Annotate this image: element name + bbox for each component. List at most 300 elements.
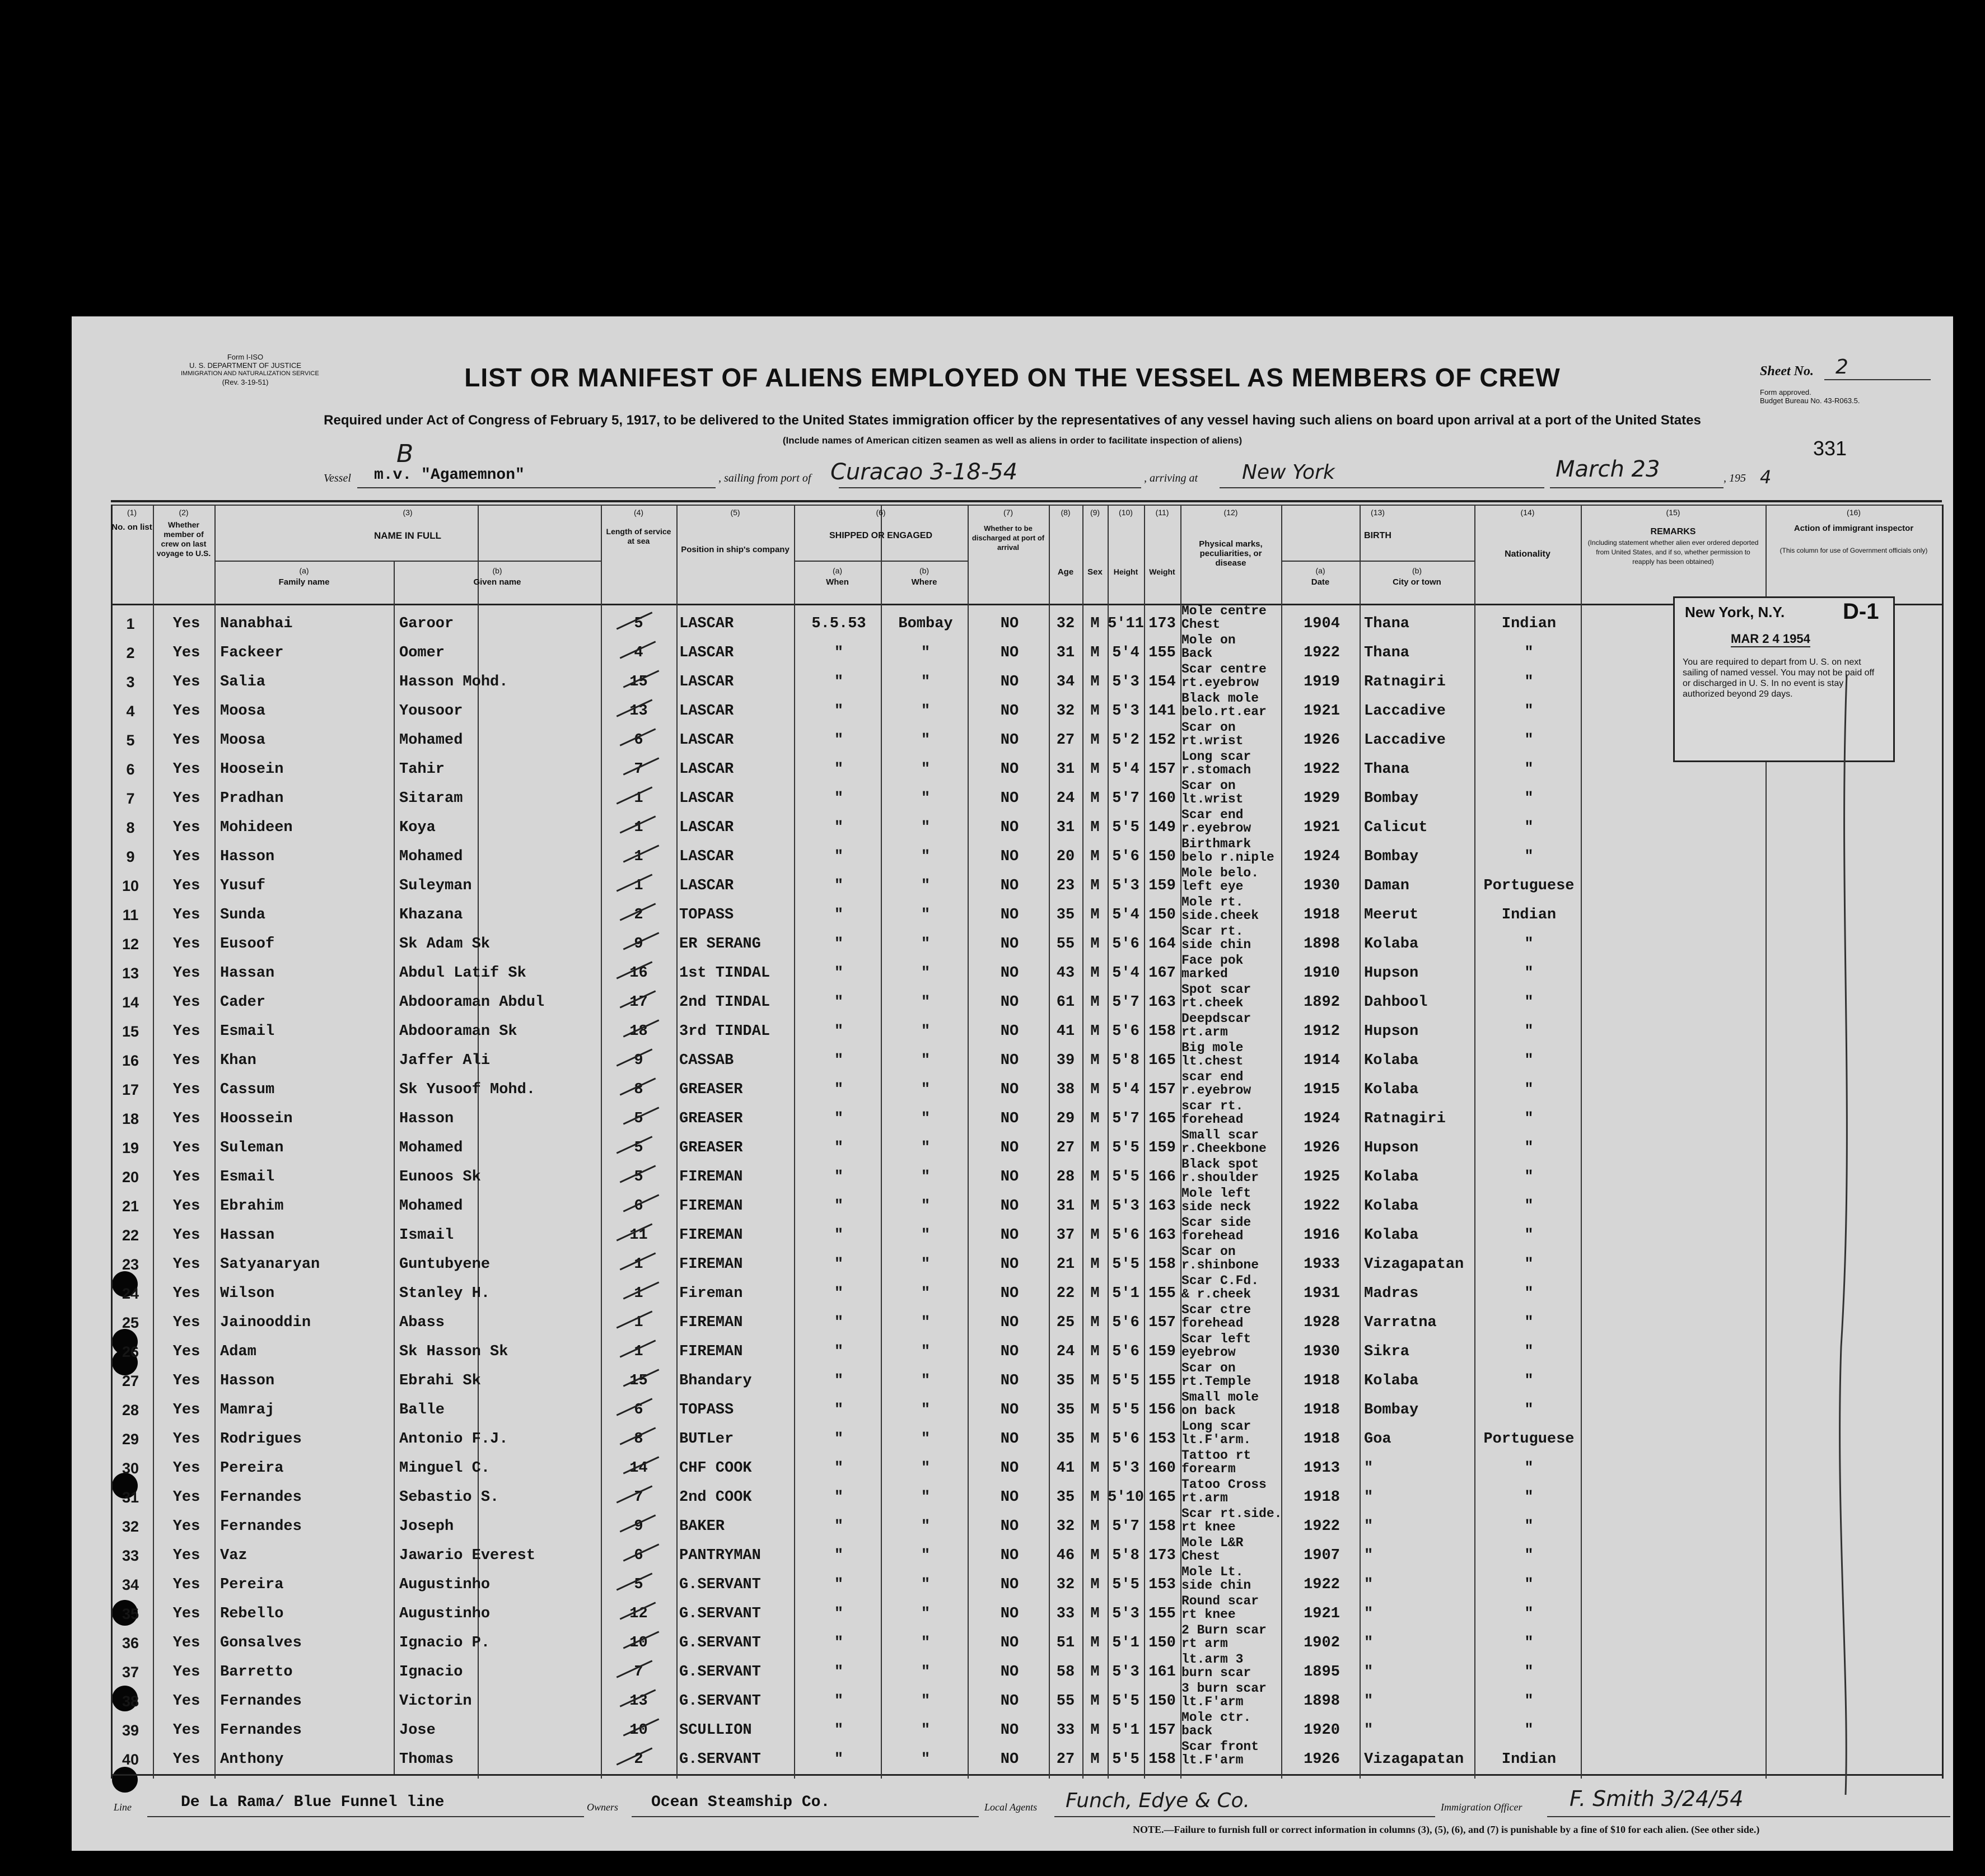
- discharge: NO: [1000, 878, 1019, 894]
- prev-voyage: Yes: [172, 848, 200, 865]
- row-number: 32: [122, 1518, 139, 1535]
- service-name: IMMIGRATION AND NATURALIZATION SERVICE: [181, 370, 319, 377]
- physical-marks-line2: lt.wrist: [1181, 792, 1244, 806]
- nationality: ": [1524, 1547, 1534, 1564]
- sex: M: [1090, 1489, 1100, 1506]
- nationality: ": [1524, 1664, 1534, 1681]
- discharge: NO: [1000, 1052, 1019, 1069]
- discharge: NO: [1000, 1256, 1019, 1273]
- header-sex: Sex: [1087, 567, 1103, 577]
- nationality: ": [1524, 994, 1534, 1011]
- prev-voyage: Yes: [172, 674, 200, 690]
- nationality: ": [1524, 1489, 1534, 1506]
- stamp-place: New York, N.Y.: [1685, 604, 1785, 620]
- table-row: [111, 1332, 1942, 1365]
- header-height: Height: [1113, 567, 1138, 576]
- physical-marks-line1: Mole centre: [1181, 604, 1267, 618]
- page-title: LIST OR MANIFEST OF ALIENS EMPLOYED ON THE VESSEL AS MEMBERS OF CREW: [464, 363, 1561, 392]
- nationality: Portuguese: [1483, 878, 1575, 894]
- physical-marks-line2: side neck: [1181, 1200, 1251, 1214]
- header-c14-num: (14): [1520, 508, 1535, 517]
- line-value: De La Rama/ Blue Funnel line: [181, 1794, 445, 1811]
- age: 55: [1056, 936, 1075, 953]
- physical-marks-line2: rt knee: [1181, 1607, 1236, 1622]
- discharge: NO: [1000, 994, 1019, 1011]
- physical-marks-line1: scar rt.: [1181, 1099, 1244, 1113]
- family-name: Hoosein: [220, 761, 284, 778]
- service-length: 5: [634, 1140, 643, 1156]
- shipped-where: ": [921, 1547, 931, 1564]
- shipped-where: ": [921, 848, 931, 865]
- given-name: Thomas: [399, 1751, 454, 1768]
- birth-city: Kolaba: [1364, 1081, 1419, 1098]
- service-length: 13: [629, 1693, 648, 1710]
- physical-marks-line1: Black spot: [1181, 1157, 1259, 1172]
- age: 24: [1056, 1343, 1075, 1360]
- row-number: 26: [122, 1343, 139, 1360]
- birth-date: 1921: [1304, 819, 1340, 836]
- birth-date: 1918: [1304, 1373, 1340, 1389]
- physical-marks-line1: Scar on: [1181, 720, 1236, 735]
- sex: M: [1090, 1606, 1100, 1622]
- birth-city: Meerut: [1364, 907, 1419, 923]
- birth-city: Kolaba: [1364, 1227, 1419, 1244]
- height: 5'5: [1112, 1402, 1139, 1418]
- nationality: Indian: [1501, 1751, 1557, 1768]
- age: 32: [1056, 1518, 1075, 1535]
- family-name: Barretto: [220, 1664, 293, 1681]
- sheet-number: 2: [1835, 356, 1848, 379]
- physical-marks-line1: Scar rt.side.: [1181, 1506, 1282, 1521]
- height: 5'2: [1112, 732, 1139, 749]
- age: 32: [1056, 1576, 1075, 1593]
- header-family-name: Family name: [278, 577, 330, 587]
- service-length: 11: [629, 1227, 648, 1244]
- table-row: [111, 1303, 1942, 1336]
- row-number: 10: [122, 878, 139, 894]
- table-row: [111, 1506, 1942, 1539]
- table-row: [111, 1273, 1942, 1306]
- birth-city: ": [1364, 1518, 1374, 1535]
- position: TOPASS: [679, 1402, 734, 1418]
- physical-marks-line2: rt.Temple: [1181, 1374, 1251, 1389]
- arrival-port: New York: [1242, 461, 1335, 484]
- shipped-where: ": [921, 1256, 931, 1273]
- table-row: [111, 982, 1942, 1015]
- given-name: Ebrahi Sk: [399, 1373, 481, 1389]
- table-row: [111, 1215, 1942, 1248]
- shipped-when: ": [834, 994, 844, 1011]
- weight: 154: [1148, 674, 1176, 690]
- shipped-when: ": [834, 965, 844, 982]
- weight: 166: [1148, 1169, 1176, 1186]
- shipped-where: ": [921, 1693, 931, 1710]
- service-length: 5: [634, 1576, 643, 1593]
- position: LASCAR: [679, 848, 734, 865]
- service-length: 13: [629, 703, 648, 720]
- height: 5'3: [1112, 1606, 1139, 1622]
- birth-date: 1926: [1304, 1140, 1340, 1156]
- sex: M: [1090, 994, 1100, 1011]
- table-row: [111, 1390, 1942, 1423]
- weight: 163: [1148, 1198, 1176, 1215]
- physical-marks-line1: Mole rt.: [1181, 895, 1244, 909]
- family-name: Adam: [220, 1343, 256, 1360]
- physical-marks-line1: Mole L&R: [1181, 1536, 1244, 1550]
- row-number: 40: [122, 1751, 139, 1768]
- table-row: [111, 1652, 1942, 1685]
- given-name: Sk Hasson Sk: [399, 1343, 508, 1360]
- position: G.SERVANT: [679, 1664, 761, 1681]
- family-name: Moosa: [220, 703, 266, 720]
- birth-city: Sikra: [1364, 1343, 1410, 1360]
- shipped-when: ": [834, 703, 844, 720]
- birth-date: 1924: [1304, 1110, 1340, 1127]
- weight: 150: [1148, 848, 1176, 865]
- shipped-where: ": [921, 878, 931, 894]
- family-name: Vaz: [220, 1547, 247, 1564]
- physical-marks-line2: burn scar: [1181, 1665, 1251, 1680]
- table-row: [111, 1128, 1942, 1161]
- weight: 173: [1148, 615, 1176, 632]
- row-number: 27: [122, 1373, 139, 1389]
- height: 5'10: [1108, 1489, 1144, 1506]
- shipped-when: ": [834, 878, 844, 894]
- age: 27: [1056, 732, 1075, 749]
- nationality: ": [1524, 1227, 1534, 1244]
- shipped-when: ": [834, 761, 844, 778]
- birth-city: ": [1364, 1576, 1374, 1593]
- header-c16-num: (16): [1847, 508, 1861, 517]
- age: 29: [1056, 1110, 1075, 1127]
- physical-marks-line2: lt.F'arm.: [1181, 1432, 1251, 1447]
- discharge: NO: [1000, 1110, 1019, 1127]
- height: 5'8: [1112, 1547, 1139, 1564]
- header-city-b: (b): [1412, 566, 1422, 575]
- family-name: Pradhan: [220, 790, 284, 807]
- sex: M: [1090, 1140, 1100, 1156]
- nationality: ": [1524, 645, 1534, 661]
- weight: 150: [1148, 907, 1176, 923]
- row-number: 4: [126, 703, 135, 720]
- nationality: ": [1524, 1460, 1534, 1477]
- row-number: 6: [126, 761, 135, 778]
- weight: 158: [1148, 1751, 1176, 1768]
- row-number: 29: [122, 1431, 139, 1448]
- age: 34: [1056, 674, 1075, 690]
- header-given-name: Given name: [473, 577, 521, 587]
- shipped-where: ": [921, 790, 931, 807]
- service-length: 7: [634, 1664, 643, 1681]
- prev-voyage: Yes: [172, 1431, 200, 1448]
- service-length: 8: [634, 1081, 643, 1098]
- family-name: Mamraj: [220, 1402, 275, 1418]
- height: 5'1: [1112, 1722, 1139, 1739]
- family-name: Esmail: [220, 1023, 275, 1040]
- nationality: Portuguese: [1483, 1431, 1575, 1448]
- birth-city: Kolaba: [1364, 1198, 1419, 1215]
- birth-city: Bombay: [1364, 1402, 1419, 1418]
- weight: 160: [1148, 1460, 1176, 1477]
- family-name: Nanabhai: [220, 615, 293, 632]
- table-row: [111, 691, 1942, 724]
- birth-city: Hupson: [1364, 1140, 1419, 1156]
- physical-marks-line1: Scar ctre: [1181, 1303, 1251, 1317]
- age: 33: [1056, 1606, 1075, 1622]
- vessel-annotation: B: [396, 440, 414, 468]
- given-name: Abass: [399, 1314, 445, 1331]
- sex: M: [1090, 1343, 1100, 1360]
- header-c5-num: (5): [730, 508, 740, 517]
- height: 5'1: [1112, 1285, 1139, 1302]
- physical-marks-line2: r.shoulder: [1181, 1170, 1259, 1185]
- sex: M: [1090, 1198, 1100, 1215]
- birth-date: 1922: [1304, 1198, 1340, 1215]
- discharge: NO: [1000, 790, 1019, 807]
- shipped-when: ": [834, 1343, 844, 1360]
- family-name: Anthony: [220, 1751, 284, 1768]
- nationality: ": [1524, 1373, 1534, 1389]
- height: 5'6: [1112, 848, 1139, 865]
- shipped-when: ": [834, 1431, 844, 1448]
- table-row: [111, 1011, 1942, 1044]
- header-position: Position in ship's company: [681, 545, 790, 554]
- birth-city: Hupson: [1364, 965, 1419, 982]
- physical-marks-line1: Face pok: [1181, 953, 1244, 968]
- service-length: 7: [634, 1489, 643, 1506]
- nationality: ": [1524, 1169, 1534, 1186]
- family-name: Moosa: [220, 732, 266, 749]
- discharge: NO: [1000, 1081, 1019, 1098]
- height: 5'7: [1112, 1110, 1139, 1127]
- birth-date: 1910: [1304, 965, 1340, 982]
- height: 5'5: [1112, 1256, 1139, 1273]
- physical-marks-line2: lt.F'arm: [1181, 1753, 1244, 1767]
- height: 5'5: [1112, 1751, 1139, 1768]
- position: LASCAR: [679, 819, 734, 836]
- prev-voyage: Yes: [172, 994, 200, 1011]
- discharge: NO: [1000, 615, 1019, 632]
- shipped-when: ": [834, 790, 844, 807]
- prev-voyage: Yes: [172, 1052, 200, 1069]
- given-name: Ignacio P.: [399, 1635, 491, 1651]
- height: 5'5: [1112, 819, 1139, 836]
- birth-city: Laccadive: [1364, 703, 1446, 720]
- weight: 165: [1148, 1052, 1176, 1069]
- header-marks: Physical marks, peculiarities, or disease: [1199, 539, 1263, 568]
- service-length: 10: [629, 1722, 648, 1739]
- shipped-where: ": [921, 1402, 931, 1418]
- table-row: [111, 808, 1942, 841]
- prev-voyage: Yes: [172, 819, 200, 836]
- age: 41: [1056, 1460, 1075, 1477]
- given-name: Mohamed: [399, 732, 463, 749]
- given-name: Mohamed: [399, 848, 463, 865]
- height: 5'4: [1112, 761, 1139, 778]
- height: 5'3: [1112, 1664, 1139, 1681]
- birth-city: Varratna: [1364, 1314, 1437, 1331]
- weight: 155: [1148, 1373, 1176, 1389]
- position: BAKER: [679, 1518, 725, 1535]
- row-number: 13: [122, 965, 139, 982]
- manifest-sheet: [72, 316, 1953, 1851]
- sex: M: [1090, 1023, 1100, 1040]
- physical-marks-line1: Scar side: [1181, 1215, 1251, 1230]
- birth-date: 1926: [1304, 732, 1340, 749]
- discharge: NO: [1000, 1431, 1019, 1448]
- physical-marks-line2: forehead: [1181, 1112, 1244, 1127]
- position: LASCAR: [679, 790, 734, 807]
- header-c2-num: (2): [179, 508, 189, 517]
- weight: 158: [1148, 1518, 1176, 1535]
- physical-marks-line2: forehead: [1181, 1229, 1244, 1243]
- age: 20: [1056, 848, 1075, 865]
- shipped-when: ": [834, 1547, 844, 1564]
- discharge: NO: [1000, 1722, 1019, 1739]
- weight: 153: [1148, 1576, 1176, 1593]
- discharge: NO: [1000, 848, 1019, 865]
- discharge: NO: [1000, 1635, 1019, 1651]
- discharge: NO: [1000, 1751, 1019, 1768]
- discharge: NO: [1000, 1693, 1019, 1710]
- given-name: Suleyman: [399, 878, 472, 894]
- physical-marks-line2: side chin: [1181, 937, 1251, 952]
- nationality: ": [1524, 703, 1534, 720]
- given-name: Joseph: [399, 1518, 454, 1535]
- given-name: Eunoos Sk: [399, 1169, 481, 1186]
- discharge: NO: [1000, 1227, 1019, 1244]
- prev-voyage: Yes: [172, 1227, 200, 1244]
- shipped-where: ": [921, 1518, 931, 1535]
- height: 5'3: [1112, 1460, 1139, 1477]
- birth-date: 1898: [1304, 936, 1340, 953]
- nationality: ": [1524, 1606, 1534, 1622]
- physical-marks-line1: Scar rt.: [1181, 924, 1244, 939]
- header-where-b: (b): [919, 566, 930, 575]
- header-c4-num: (4): [633, 508, 644, 517]
- table-row: [111, 720, 1942, 753]
- table-row: [111, 1565, 1942, 1598]
- height: 5'5: [1112, 1373, 1139, 1389]
- physical-marks-line2: rt knee: [1181, 1520, 1236, 1534]
- discharge: NO: [1000, 645, 1019, 661]
- age: 31: [1056, 645, 1075, 661]
- prev-voyage: Yes: [172, 1518, 200, 1535]
- shipped-where: ": [921, 1606, 931, 1622]
- prev-voyage: Yes: [172, 936, 200, 953]
- birth-city: ": [1364, 1460, 1374, 1477]
- physical-marks-line2: r.eyebrow: [1181, 821, 1251, 836]
- birth-city: Laccadive: [1364, 732, 1446, 749]
- shipped-when: ": [834, 1169, 844, 1186]
- shipped-when: ": [834, 1110, 844, 1127]
- shipped-where: ": [921, 1023, 931, 1040]
- position: LASCAR: [679, 615, 734, 632]
- given-name: Garoor: [399, 615, 454, 632]
- service-length: 1: [634, 848, 643, 865]
- birth-date: 1929: [1304, 790, 1340, 807]
- weight: 155: [1148, 1606, 1176, 1622]
- nationality: ": [1524, 936, 1534, 953]
- row-number: 34: [122, 1576, 139, 1593]
- header-where: Where: [911, 577, 937, 587]
- birth-date: 1928: [1304, 1314, 1340, 1331]
- shipped-when: ": [834, 907, 844, 923]
- header-action: Action of immigrant inspector: [1793, 524, 1914, 533]
- nationality: ": [1524, 1402, 1534, 1418]
- age: 31: [1056, 761, 1075, 778]
- sex: M: [1090, 1751, 1100, 1768]
- discharge: NO: [1000, 936, 1019, 953]
- row-number: 9: [126, 848, 135, 865]
- weight: 141: [1148, 703, 1176, 720]
- shipped-where: ": [921, 1460, 931, 1477]
- service-length: 10: [629, 1635, 648, 1651]
- family-name: Hasson: [220, 848, 275, 865]
- birth-city: Kolaba: [1364, 936, 1419, 953]
- weight: 157: [1148, 761, 1176, 778]
- position: GREASER: [679, 1140, 743, 1156]
- height: 5'3: [1112, 703, 1139, 720]
- header-c10-num: (10): [1119, 508, 1133, 517]
- height: 5'4: [1112, 965, 1139, 982]
- physical-marks-line2: r.stomach: [1181, 763, 1251, 777]
- family-name: Yusuf: [220, 878, 266, 894]
- physical-marks-line1: scar end: [1181, 1070, 1244, 1084]
- family-name: Ebrahim: [220, 1198, 284, 1215]
- discharge: NO: [1000, 1576, 1019, 1593]
- birth-date: 1925: [1304, 1169, 1340, 1186]
- physical-marks-line1: Mole on: [1181, 633, 1236, 647]
- physical-marks-line1: lt.arm 3: [1181, 1652, 1244, 1667]
- row-number: 20: [122, 1169, 139, 1186]
- row-number: 14: [122, 994, 139, 1011]
- birth-date: 1931: [1304, 1285, 1340, 1302]
- family-name: Hassan: [220, 965, 275, 982]
- height: 5'5: [1112, 1576, 1139, 1593]
- table-row: [111, 633, 1942, 666]
- table-row: [111, 1536, 1942, 1569]
- sex: M: [1090, 1635, 1100, 1651]
- physical-marks-line1: Long scar: [1181, 1419, 1251, 1434]
- header-service: Length of service at sea: [606, 527, 671, 545]
- family-name: Salia: [220, 674, 266, 690]
- family-name: Satyanaryan: [220, 1256, 320, 1273]
- position: BUTLer: [679, 1431, 734, 1448]
- table-row: [111, 604, 1942, 637]
- age: 35: [1056, 1431, 1075, 1448]
- prev-voyage: Yes: [172, 1751, 200, 1768]
- service-length: 8: [634, 1431, 643, 1448]
- service-length: 17: [629, 994, 648, 1011]
- physical-marks-line1: Spot scar: [1181, 982, 1251, 997]
- physical-marks-line1: Long scar: [1181, 749, 1251, 764]
- shipped-when: ": [834, 1635, 844, 1651]
- nationality: ": [1524, 1314, 1534, 1331]
- nationality: ": [1524, 790, 1534, 807]
- service-length: 14: [629, 1460, 648, 1477]
- row-number: 22: [122, 1227, 139, 1244]
- family-name: Esmail: [220, 1169, 275, 1186]
- officer-signature: F. Smith 3/24/54: [1570, 1786, 1744, 1811]
- table-row: [111, 1739, 1942, 1772]
- shipped-when: ": [834, 1693, 844, 1710]
- height: 5'8: [1112, 1052, 1139, 1069]
- prev-voyage: Yes: [172, 1285, 200, 1302]
- family-name: Wilson: [220, 1285, 275, 1302]
- page-number: 331: [1813, 437, 1847, 460]
- row-number: 25: [122, 1314, 139, 1331]
